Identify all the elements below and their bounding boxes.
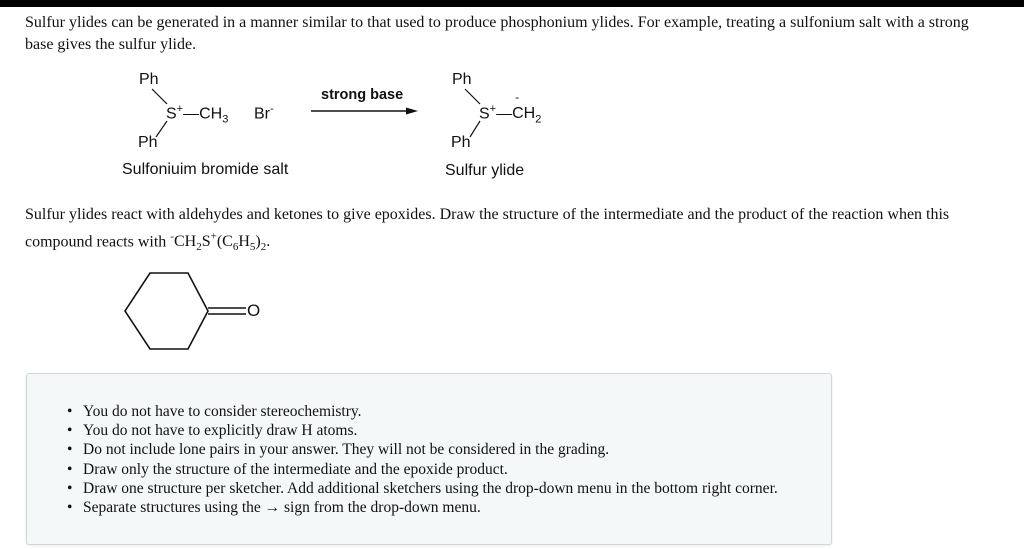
product-ylide-group — [479, 90, 542, 126]
bond-ph-top-product — [465, 89, 480, 104]
reactant-bond: — — [183, 105, 200, 123]
bromide-charge: - — [270, 103, 274, 115]
bond-ph-top-reactant — [152, 89, 167, 104]
reactant-sulfonium-group — [166, 103, 228, 126]
reaction-arrow-head — [406, 108, 418, 115]
intro-line-2: base gives the sulfur ylide. — [25, 36, 197, 53]
reactant-methyl: CH — [199, 105, 223, 123]
instruction-item: • Draw one structure per sketcher. Add additional sketchers using the drop-down menu in the bottom right corner. — [67, 479, 778, 498]
instruction-item: • You do not have to consider stereochemistry. — [67, 402, 778, 421]
instruction-item: • Draw only the structure of the intermediate and the epoxide product. — [67, 460, 778, 479]
product-name: Sulfur ylide — [445, 162, 525, 179]
reactant-name: Sulfoniuim bromide salt — [122, 161, 289, 178]
reactant-sulfur-charge: + — [176, 103, 184, 115]
product-methylene-subscript: 2 — [535, 113, 542, 126]
product-sulfur: S — [479, 105, 490, 123]
reactant-methyl-subscript: 3 — [222, 113, 229, 126]
question-paragraph — [25, 204, 1010, 259]
product-methylene-carbon — [512, 90, 536, 123]
cyclohexane-ring — [125, 273, 208, 349]
product-ph-bottom: Ph — [451, 134, 471, 151]
bromide: Br — [254, 105, 270, 123]
product-sulfur-charge: + — [489, 103, 497, 115]
carbanion-charge: - — [515, 90, 520, 105]
instruction-item: • Do not include lone pairs in your answer. They will not be considered in the grading. — [67, 440, 778, 459]
instructions-list — [67, 402, 778, 517]
question-line-2 — [25, 226, 1010, 259]
question-line-1: Sulfur ylides react with aldehydes and ketones to give epoxides. Draw the structure of the intermediate and the product of the reaction when this — [25, 206, 950, 223]
reagent-formula: $^-CH_2S^+(C_6H_5)_2$. — [170, 231, 271, 254]
carbonyl-oxygen: O — [247, 301, 261, 320]
reagent-label: strong base — [321, 87, 404, 103]
reactant-sulfur: S — [166, 105, 177, 123]
instructions-box — [26, 373, 832, 545]
reactant-ph-bottom: Ph — [138, 134, 158, 151]
instruction-item: • Separate structures using the → sign from the drop-down menu. — [67, 498, 778, 517]
instruction-item: • You do not have to explicitly draw H atoms. — [67, 421, 778, 440]
question-line-2-prefix: compound reacts with — [25, 233, 171, 251]
reactant-ph-top: Ph — [139, 71, 159, 88]
reactant-counterion — [254, 103, 274, 123]
intro-line-1: Sulfur ylides can be generated in a manner similar to that used to produce phosphonium ylides. For example, treating a sulfonium salt with a strong — [25, 14, 969, 31]
product-methylene: CH — [512, 105, 536, 123]
product-ph-top: Ph — [452, 71, 472, 88]
product-bond: — — [496, 105, 513, 123]
